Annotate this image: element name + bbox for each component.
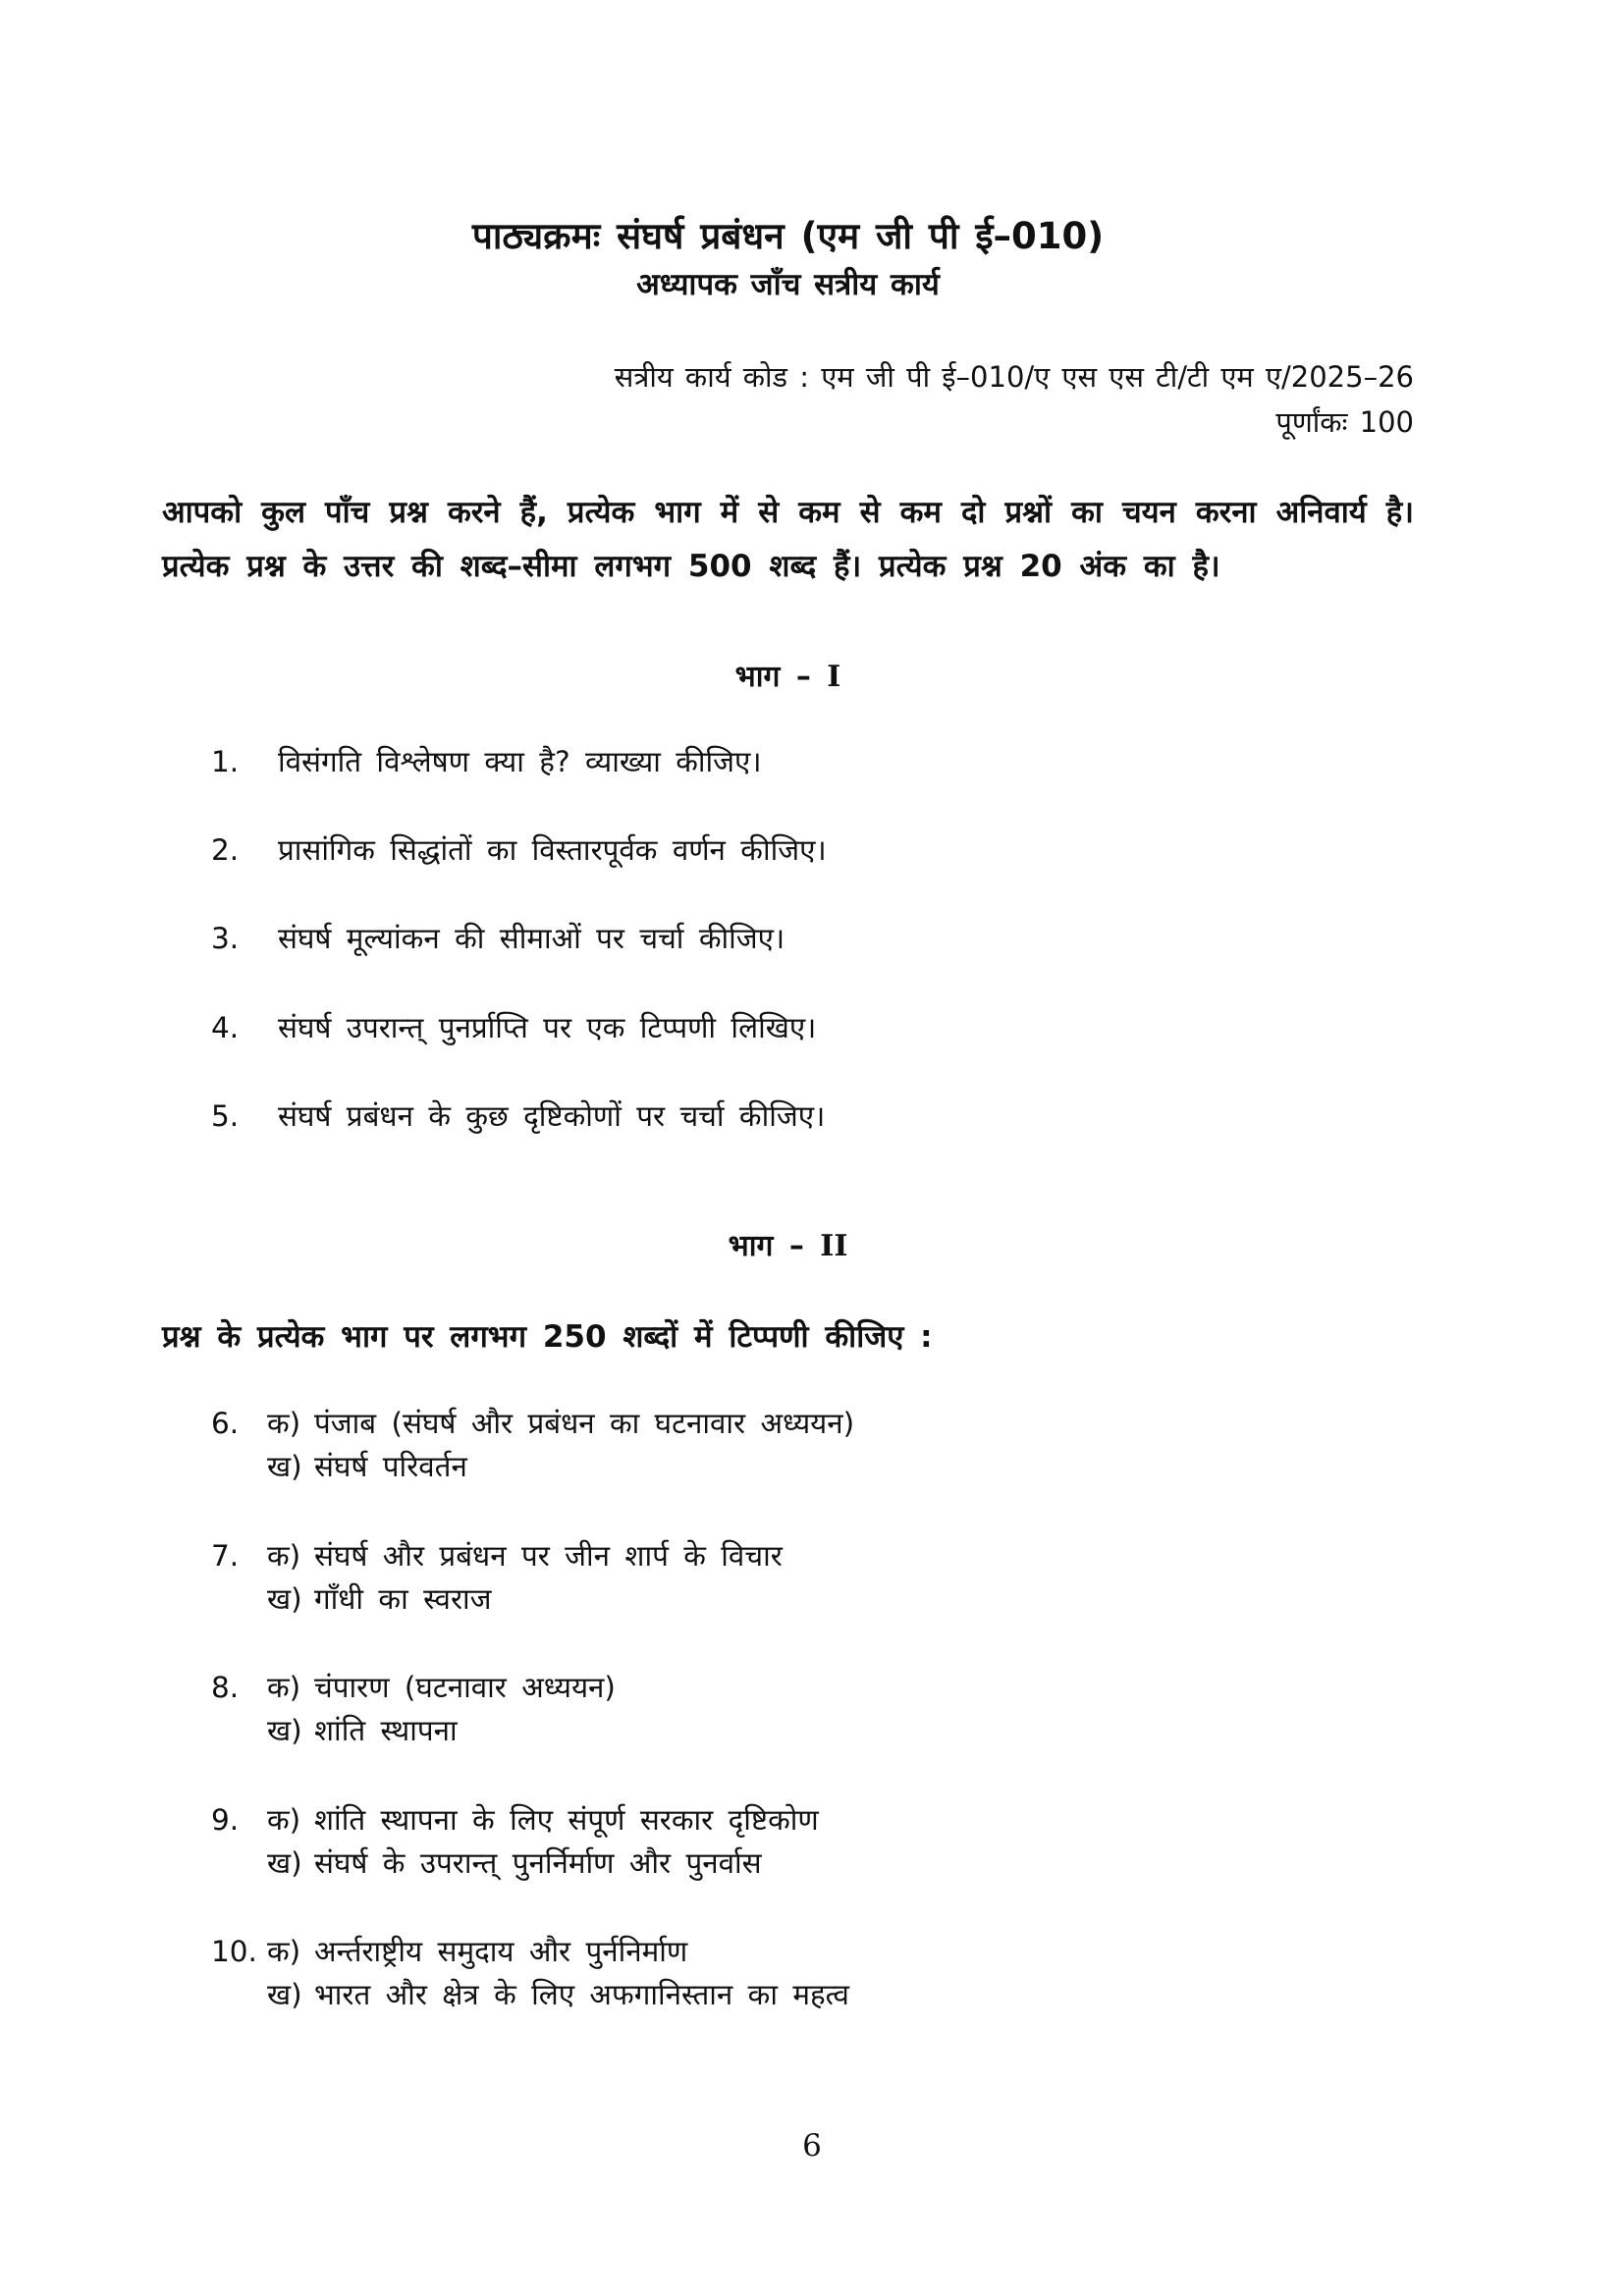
- question-10-number: 10.: [211, 1935, 257, 1969]
- question-3: [162, 917, 1414, 960]
- section-1-heading: [162, 655, 1414, 695]
- question-2-text: प्रासांगिक सिद्धांतों का विस्तारपूर्वक वर्णन कीजिए।: [278, 833, 827, 868]
- question-7-part-b: [267, 1577, 1414, 1621]
- question-7-part-a-label: क): [267, 1538, 301, 1573]
- question-9: [162, 1798, 1414, 1886]
- question-6-part-b-label: ख): [267, 1450, 302, 1484]
- question-4: [162, 1006, 1414, 1049]
- section-1-heading-numeral: I: [827, 659, 841, 694]
- question-3-number: 3.: [211, 922, 240, 956]
- section-1-heading-label: भाग –: [734, 659, 811, 694]
- question-6-part-a-label: क): [267, 1407, 301, 1441]
- assignment-code: सत्रीय कार्य कोड : एम जी पी ई–010/ए एस एस टी/टी एम ए/2025–26: [614, 359, 1414, 394]
- section-2-heading-numeral: II: [820, 1229, 848, 1264]
- assignment-code-block: [162, 356, 1414, 443]
- question-7-part-a-text: संघर्ष और प्रबंधन पर जीन शार्प के विचार: [314, 1538, 783, 1573]
- question-9-part-a-text: शांति स्थापना के लिए संपूर्ण सरकार दृष्टिकोण: [314, 1802, 819, 1837]
- question-9-part-b-text: संघर्ष के उपरान्त् पुनर्निर्माण और पुनर्वास: [314, 1845, 762, 1880]
- page-number: 6: [802, 2128, 822, 2163]
- question-8-number: 8.: [211, 1671, 240, 1705]
- section-2-heading: [162, 1224, 1414, 1264]
- question-1: [162, 740, 1414, 783]
- question-5-text: संघर्ष प्रबंधन के कुछ दृष्टिकोणों पर चर्चा कीजिए।: [278, 1098, 826, 1133]
- question-8-part-b: [267, 1709, 1414, 1752]
- question-2-number: 2.: [211, 833, 240, 868]
- question-5-number: 5.: [211, 1098, 240, 1133]
- section-2-question-list: [162, 1402, 1414, 2017]
- question-6-part-a-text: पंजाब (संघर्ष और प्रबंधन का घटनावार अध्ययन): [314, 1407, 855, 1441]
- assignment-type-subtitle: अध्यापक जाँच सत्रीय कार्य: [636, 267, 940, 303]
- question-7-part-b-text: गाँधी का स्वराज: [314, 1581, 492, 1616]
- max-marks: पूर्णांकः 100: [1275, 404, 1414, 439]
- question-8: [162, 1666, 1414, 1753]
- question-6: [162, 1402, 1414, 1489]
- question-9-part-a: [267, 1798, 1414, 1842]
- question-6-part-b-text: संघर्ष परिवर्तन: [314, 1450, 467, 1484]
- question-7-part-b-label: ख): [267, 1581, 302, 1616]
- question-9-part-b-label: ख): [267, 1845, 302, 1880]
- question-7-part-a: [267, 1534, 1414, 1577]
- question-4-number: 4.: [211, 1010, 240, 1044]
- question-8-part-a-label: क): [267, 1671, 301, 1705]
- question-4-text: संघर्ष उपरान्त् पुनर्प्राप्ति पर एक टिप्पणी लिखिए।: [278, 1010, 817, 1044]
- question-8-part-b-label: ख): [267, 1714, 302, 1748]
- question-9-part-b: [267, 1842, 1414, 1885]
- question-10-part-a: [267, 1930, 1414, 1973]
- question-1-text: विसंगति विश्लेषण क्या है? व्याख्या कीजिए।: [278, 744, 762, 778]
- question-10-part-b-text: भारत और क्षेत्र के लिए अफगानिस्तान का महत्व: [314, 1978, 849, 2012]
- section-1-question-list: [162, 740, 1414, 1138]
- general-instructions: आपको कुल पाँच प्रश्न करने हैं, प्रत्येक भाग में से कम से कम दो प्रश्नों का चयन करना अनिवार्य है। प्रत्येक प्रश्न के उत्तर की शब्द–सीमा लगभग 500 शब्द हैं। प्रत्येक प्रश्न 20 अंक का है।: [162, 494, 1414, 584]
- section-2-heading-label: भाग –: [728, 1229, 804, 1264]
- question-6-number: 6.: [211, 1407, 240, 1441]
- question-8-part-a: [267, 1666, 1414, 1709]
- section-2-note: प्रश्न के प्रत्येक भाग पर लगभग 250 शब्दों में टिप्पणी कीजिए :: [162, 1319, 933, 1356]
- question-6-part-b: [267, 1445, 1414, 1488]
- question-10-part-a-text: अर्न्तराष्ट्रीय समुदाय और पुर्ननिर्माण: [314, 1935, 688, 1969]
- question-8-part-a-text: चंपारण (घटनावार अध्ययन): [314, 1671, 616, 1705]
- question-1-number: 1.: [211, 744, 240, 778]
- question-5: [162, 1095, 1414, 1138]
- question-2: [162, 828, 1414, 872]
- question-3-text: संघर्ष मूल्यांकन की सीमाओं पर चर्चा कीजिए।: [278, 922, 785, 956]
- course-title: पाठ्यक्रमः संघर्ष प्रबंधन (एम जी पी ई–010): [471, 215, 1105, 257]
- question-10-part-b: [267, 1973, 1414, 2016]
- question-8-part-b-text: शांति स्थापना: [314, 1714, 458, 1748]
- question-10: [162, 1930, 1414, 2017]
- question-9-part-a-label: क): [267, 1802, 301, 1837]
- question-9-number: 9.: [211, 1802, 240, 1837]
- question-10-part-a-label: क): [267, 1935, 301, 1969]
- question-7-number: 7.: [211, 1538, 240, 1573]
- question-6-part-a: [267, 1402, 1414, 1445]
- question-10-part-b-label: ख): [267, 1978, 302, 2012]
- question-7: [162, 1534, 1414, 1622]
